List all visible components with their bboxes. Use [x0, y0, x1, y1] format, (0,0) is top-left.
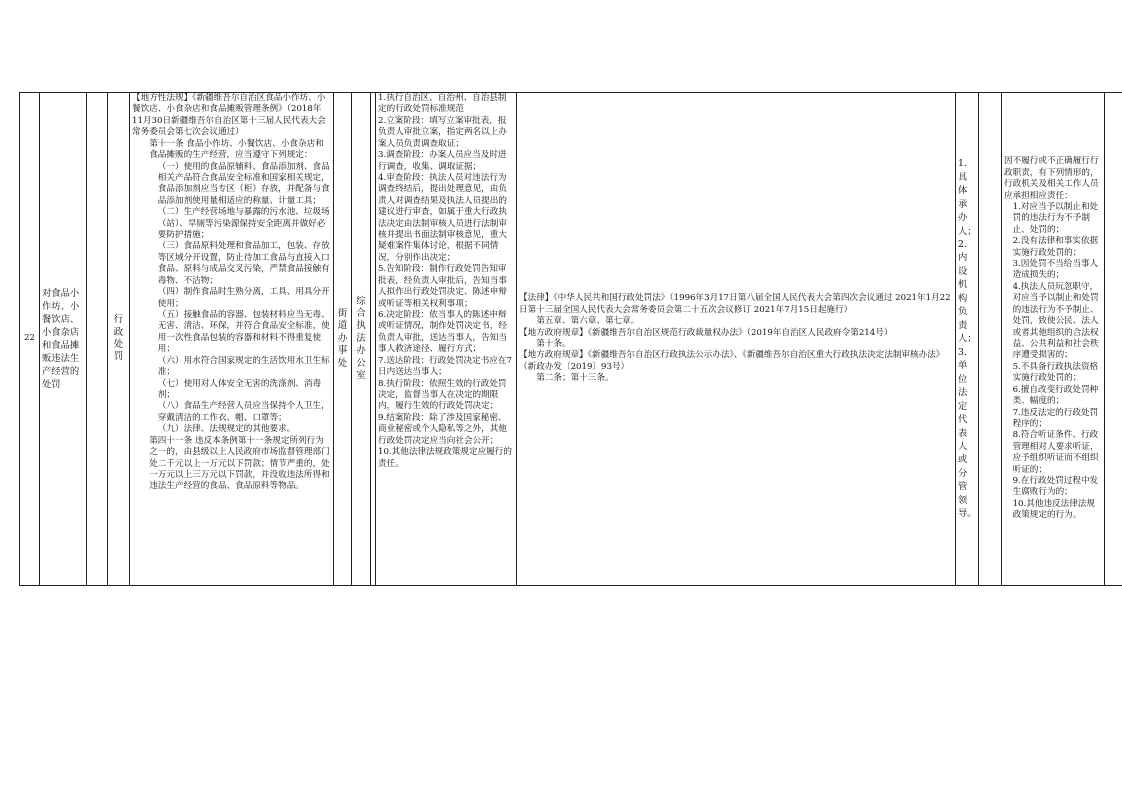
accountability-item: 3.因处罚不当给当事人造成损失的； — [1012, 259, 1099, 281]
office: 综合执法办公室 — [352, 93, 371, 586]
procedure-step: 3.调查阶段：办案人员应当及时进行调查，收集、调取证据； — [378, 150, 507, 172]
department: 街道办事处 — [334, 93, 352, 586]
basis-clause-8: （八）食品生产经营人员应当保持个人卫生，穿戴清洁的工作衣、帽、口罩等； — [157, 401, 330, 423]
basis-clause-4: （四）制作食品时生熟分离，工具、用具分开使用； — [157, 287, 330, 309]
remarks — [1105, 93, 1122, 586]
procedure-step: 7.送达阶段：行政处罚决定书应在7日内送达当事人； — [378, 355, 512, 378]
basis-regulation-articles: 第十条。 — [536, 339, 571, 349]
basis-law-entry: 【法律】《中华人民共和国行政处罚法》（1996年3月17日第八届全国人民代表大会第四次会议通过 2021年1月22日第十三届全国人民代表大会常务委员会第二十五次会议修订 2021年7月15日起施行） — [519, 293, 951, 315]
item-name: 对食品小作坊、小餐饮店、小食杂店和食品摊贩违法生产经营的处罚 — [40, 93, 87, 586]
basis-regulation-entry: 【地方政府规章】《新疆维吾尔自治区规范行政裁量权办法》（2019年自治区人民政府令第214号） — [519, 327, 893, 338]
procedure-step: 10.其他法律法规政策规定应履行的责任。 — [378, 447, 512, 469]
accountability-cell — [1002, 93, 1105, 586]
accountability-item: 8.符合听证条件、行政管理相对人要求听证，应予组织听证而不组织听证的； — [1012, 430, 1099, 475]
basis-clause-1: （一）使用的食品原辅料、食品添加剂、食品相关产品符合食品安全标准和国家相关规定，食品添加剂应当专区（柜）存放，并配备与食品添加剂使用量相适应的称量、计量工具； — [157, 161, 330, 206]
procedure-step: 5.告知阶段：制作行政处罚告知审批表，经负责人审批后，告知当事人拟作出行政处罚决定、陈述申辩或听证等相关权利事项； — [378, 264, 507, 309]
responsible-subject: 1.具体承办人；2.内设机构负责人；3.单位法定代表人或分管领导。 — [956, 93, 979, 586]
spacer-cell — [87, 93, 108, 586]
basis-regulation-entry: 【地方政府规章】《新疆维吾尔自治区行政执法公示办法》、《新疆维吾尔自治区重大行政执法决定法制审核办法》（新政办发〔2019〕93号） — [519, 350, 945, 372]
accountability-item: 9.在行政处罚过程中发生腐败行为的； — [1012, 476, 1099, 498]
basis-clause-6: （六）用水符合国家规定的生活饮用水卫生标准； — [157, 355, 330, 378]
basis-clause-2: （二）生产经营场地与暴露的污水池、垃圾场（站）、旱厕等污染源保持安全距离并做好必要防护措施； — [157, 207, 330, 241]
procedure-cell — [376, 93, 517, 586]
procedure-step: 6.决定阶段：依当事人的陈述申辩或听证情况，制作处罚决定书，经负责人审批，送达当事人，告知当事人救济途径、履行方式； — [378, 310, 507, 355]
basis-article-11: 第十一条 食品小作坊、小餐饮店、小食杂店和食品摊贩的生产经营，应当遵守下列规定： — [149, 138, 324, 161]
basis-clause-9: （九）法律、法规规定的其他要求。 — [157, 424, 296, 435]
responsibility-table — [19, 92, 1122, 586]
basis-article-41: 第四十一条 违反本条例第十一条规定所列行为之一的，由县级以上人民政府市场监督管理部门处二千元以上一万元以下罚款；情节严重的，处一万元以上三万元以下罚款，并没收违法所得和违法生产经营的食品、食品原料等物品。 — [149, 435, 330, 492]
basis-law-articles: 第五章、第六章、第七章。 — [536, 316, 640, 327]
accountability-item: 4.执法人员玩忽职守，对应当予以制止和处罚的违法行为不予制止、处罚，致使公民、法人或者其他组织的合法权益、公共利益和社会秩序遭受损害的； — [1012, 281, 1099, 361]
row-number: 22 — [20, 93, 40, 586]
accountability-intro: 因不履行或不正确履行行政职责，有下列情形的，行政机关及相关工作人员应承担相应责任： — [1004, 156, 1099, 201]
basis-regulation-articles: 第二条；第十三条。 — [536, 373, 614, 384]
basis-clause-3: （三）食品原料处理和食品加工，包装、存放等区域分开设置，防止待加工食品与直接入口食品、原料与成品交叉污染，严禁食品接触有毒物、不洁物； — [157, 241, 330, 286]
responsibility-basis-cell — [517, 93, 956, 586]
procedure-step: 1.执行自治区、自治州、自治县制定的行政处罚标准规范 — [378, 93, 507, 115]
procedure-step: 8.执行阶段：依照生效的行政处罚决定，监督当事人在决定的期限内，履行生效的行政处罚决定； — [378, 378, 507, 412]
legal-basis-cell — [130, 93, 334, 586]
basis-law-title: 【地方性法规】《新疆维吾尔自治区食品小作坊、小餐饮店、小食杂店和食品摊贩管理条例》（2018年11月30日新疆维吾尔自治区第十三届人民代表大会常务委员会第七次会议通过） — [132, 93, 326, 138]
accountability-item: 5.不具备行政执法资格实施行政处罚的； — [1012, 361, 1099, 384]
accountability-item: 2.没有法律和事实依据实施行政处罚的； — [1012, 236, 1099, 258]
spacer-cell — [979, 93, 1002, 586]
accountability-item: 6.擅自改变行政处罚种类、幅度的； — [1012, 384, 1099, 407]
item-category: 行政处罚 — [108, 93, 130, 586]
procedure-step: 4.审查阶段：执法人员对违法行为调查终结后，提出处理意见，由负责人对调查结果及执法人员提出的建议进行审查，如属于重大行政执法决定由法制审核人员进行法制审核并提出书面法制审核意见，重大疑难案件集体讨论，根据不同情况，分别作出决定； — [378, 172, 507, 263]
basis-clause-5: （五）接触食品的容器、包装材料应当无毒、无害、清洁、环保，并符合食品安全标准，使用一次性食品包装的容器和材料不得重复使用； — [157, 310, 330, 355]
accountability-item: 1.对应当予以制止和处罚的违法行为不予制止、处罚的； — [1012, 201, 1099, 235]
accountability-item: 7.违反法定的行政处罚程序的； — [1012, 407, 1099, 429]
table-row — [20, 93, 1122, 586]
procedure-step: 2.立案阶段：填写立案审批表，报负责人审批立案，指定两名以上办案人员负责调查取证； — [378, 115, 507, 149]
accountability-item: 10.其他违反法律法规政策规定的行为。 — [1012, 498, 1096, 521]
procedure-step: 9.结案阶段：除了涉及国家秘密、商业秘密或个人隐私等之外，其他行政处罚决定应当向社会公开； — [378, 412, 507, 446]
basis-clause-7: （七）使用对人体安全无害的洗涤剂、消毒剂； — [157, 378, 322, 400]
